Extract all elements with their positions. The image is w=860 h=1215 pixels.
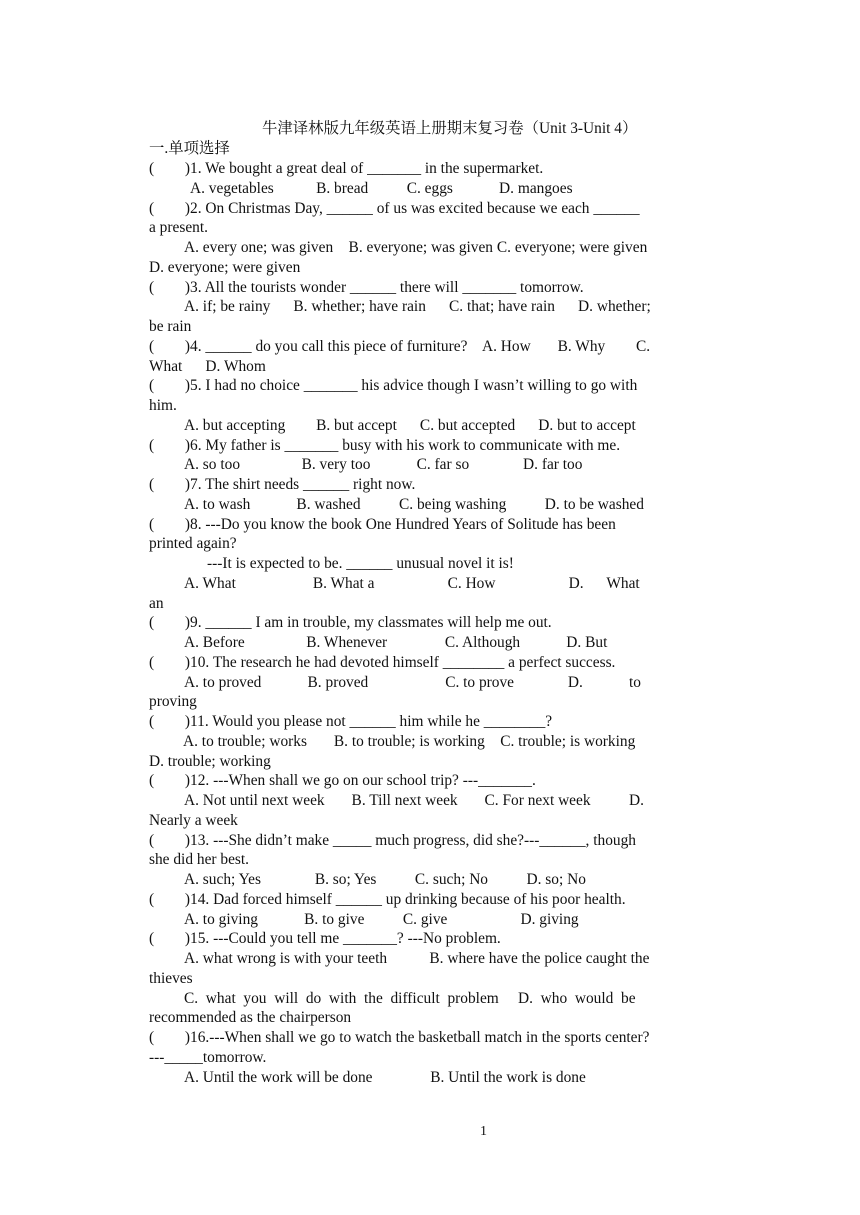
text-line: A. what wrong is with your teeth B. where have the police caught the xyxy=(184,950,650,967)
text-line: ( )5. I had no choice _______ his advice though I wasn’t willing to go with xyxy=(149,377,638,395)
text-line: ( )15. ---Could you tell me _______? ---No problem. xyxy=(149,930,501,948)
text-line: ( )14. Dad forced himself ______ up drinking because of his poor health. xyxy=(149,890,626,908)
text-line: A. to wash B. washed C. being washing D. to be washed xyxy=(184,495,644,513)
text-line: A. Before B. Whenever C. Although D. But xyxy=(184,634,608,651)
text-line: a present. xyxy=(149,219,208,237)
text-line: proving xyxy=(149,693,197,711)
text-line: D. trouble; working xyxy=(149,752,271,770)
text-line: thieves xyxy=(149,969,193,987)
text-line: A. if; be rainy B. whether; have rain C. that; have rain D. whether; xyxy=(184,298,651,316)
text-line: A. such; Yes B. so; Yes C. such; No D. so; No xyxy=(184,871,586,888)
text-line: be rain xyxy=(149,318,192,335)
text-line: Nearly a week xyxy=(149,811,238,829)
text-line: A. so too B. very too C. far so D. far too xyxy=(184,456,583,474)
text-line: ---It is expected to be. ______ unusual novel it is! xyxy=(207,555,514,572)
text-line: A. to trouble; works B. to trouble; is working C. trouble; is working xyxy=(183,732,636,750)
text-line: an xyxy=(149,594,164,612)
text-line: him. xyxy=(149,397,177,414)
text-line: ( )7. The shirt needs ______ right now. xyxy=(149,476,416,493)
text-line: recommended as the chairperson xyxy=(149,1009,352,1027)
text-line: ( )13. ---She didn’t make _____ much progress, did she?---______, though xyxy=(149,831,636,849)
text-line: ( )2. On Christmas Day, ______ of us was excited because we each ______ xyxy=(149,199,640,217)
text-line: A. every one; was given B. everyone; was given C. everyone; were given xyxy=(184,239,648,256)
text-line: ( )3. All the tourists wonder ______ there will _______ tomorrow. xyxy=(149,278,584,296)
text-line: A. to giving B. to give C. give D. giving xyxy=(184,910,579,928)
text-line: ( )16.---When shall we go to watch the basketball match in the sports center? xyxy=(149,1029,650,1046)
text-line: A. but accepting B. but accept C. but accepted D. but to accept xyxy=(184,416,636,434)
section-heading: 一.单项选择 xyxy=(149,140,230,157)
text-line: ( )1. We bought a great deal of _______ in the supermarket. xyxy=(149,160,544,177)
document-title: 牛津译林版九年级英语上册期末复习卷（Unit 3-Unit 4） xyxy=(262,120,638,137)
text-line: ( )9. ______ I am in trouble, my classmates will help me out. xyxy=(149,614,552,632)
text-line: ( )12. ---When shall we go on our school trip? ---_______. xyxy=(149,772,536,790)
text-line: What D. Whom xyxy=(149,357,266,375)
text-line: printed again? xyxy=(149,535,237,553)
text-line: A. Not until next week B. Till next week C. For next week D. xyxy=(184,792,644,809)
page-number: 1 xyxy=(480,1124,487,1139)
text-line: ( )6. My father is _______ busy with his work to communicate with me. xyxy=(149,436,621,454)
text-line: A. to proved B. proved C. to prove D. to xyxy=(184,673,641,691)
text-line: C. what you will do with the difficult problem D. who would be xyxy=(184,989,636,1007)
text-line: ( )10. The research he had devoted himself ________ a perfect success. xyxy=(149,653,616,671)
text-line: she did her best. xyxy=(149,851,250,869)
text-line: A. What B. What a C. How D. What xyxy=(184,574,640,592)
text-line: ---_____tomorrow. xyxy=(149,1048,267,1066)
text-line: ( )4. ______ do you call this piece of furniture? A. How B. Why C. xyxy=(149,337,651,355)
text-line: ( )11. Would you please not ______ him while he ________? xyxy=(149,713,553,730)
text-line: A. vegetables B. bread C. eggs D. mangoes xyxy=(190,179,573,197)
text-line: D. everyone; were given xyxy=(149,258,301,276)
text-line: ( )8. ---Do you know the book One Hundred Years of Solitude has been xyxy=(149,515,616,533)
text-line: A. Until the work will be done B. Until the work is done xyxy=(184,1068,586,1086)
